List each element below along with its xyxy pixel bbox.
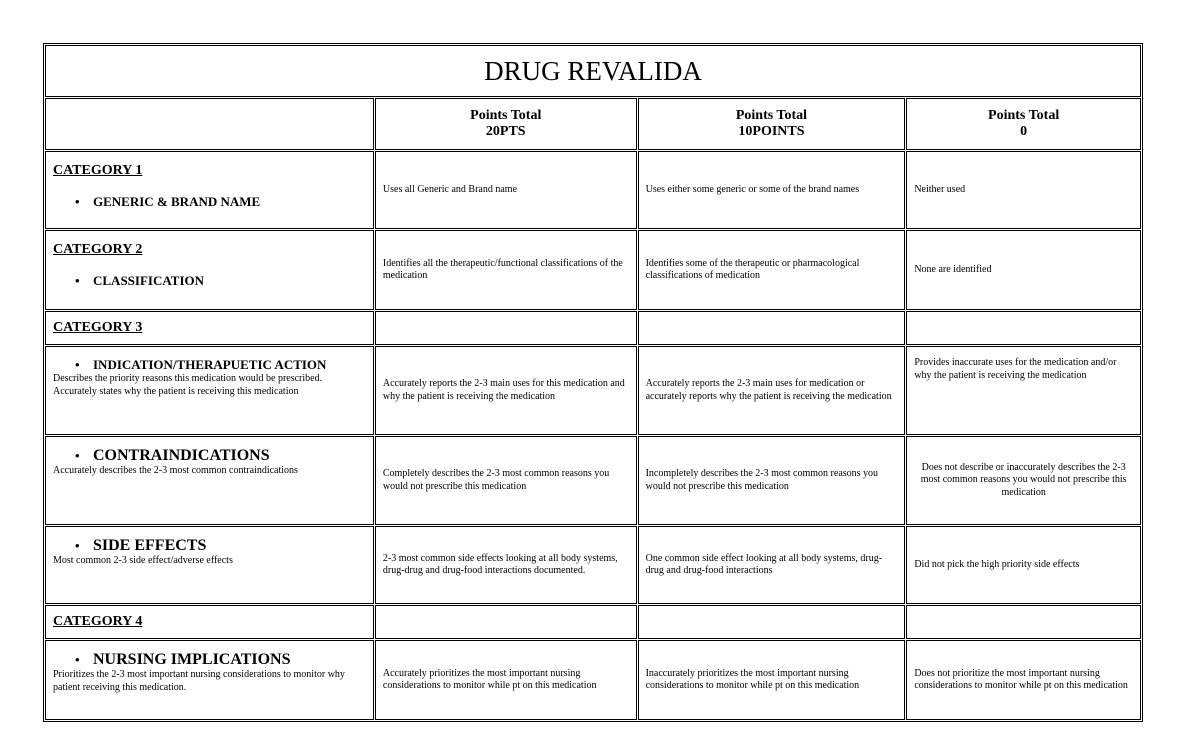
title-row	[45, 45, 1141, 97]
score-0-cell: Does not describe or inaccurately describes the 2-3 most common reasons you would not prescribe this medication	[906, 436, 1141, 525]
row-indication	[45, 346, 1141, 435]
score-20-cell: Accurately prioritizes the most important nursing considerations to monitor while pt on this medication	[375, 640, 637, 720]
header-col-2-label: Points Total	[735, 108, 808, 123]
row-category-4	[45, 605, 1141, 639]
criterion-title: CLASSIFICATION	[93, 273, 205, 288]
criterion-cell	[45, 230, 374, 310]
criterion-title: GENERIC & BRAND NAME	[93, 194, 261, 209]
criterion-bullet	[53, 447, 366, 465]
criterion-cell	[45, 346, 374, 435]
score-0-cell: Neither used	[906, 151, 1141, 229]
criterion-title: CONTRAINDICATIONS	[93, 447, 270, 464]
bullet-icon: •	[75, 194, 80, 209]
rubric-table	[43, 43, 1143, 722]
score-0-cell: None are identified	[906, 230, 1141, 310]
document-title: DRUG REVALIDA	[45, 45, 1141, 97]
row-classification	[45, 230, 1141, 310]
header-col-2	[638, 98, 906, 150]
header-col-3-points: 0	[1020, 124, 1028, 139]
row-side-effects	[45, 526, 1141, 604]
rubric-sheet	[43, 43, 1143, 722]
score-10-cell: One common side effect looking at all body systems, drug-drug and drug-food interactions	[638, 526, 906, 604]
header-col-1	[375, 98, 637, 150]
category-label: CATEGORY 2	[53, 242, 143, 257]
row-nursing-implications	[45, 640, 1141, 720]
criterion-bullet	[53, 651, 366, 669]
score-10-cell: Incompletely describes the 2-3 most common reasons you would not prescribe this medication	[638, 436, 906, 525]
score-10-cell: Uses either some generic or some of the brand names	[638, 151, 906, 229]
bullet-icon: •	[75, 448, 80, 463]
score-20-cell: Completely describes the 2-3 most common reasons you would not prescribe this medication	[375, 436, 637, 525]
empty-cell	[906, 605, 1141, 639]
row-contraindications	[45, 436, 1141, 525]
criterion-description: Prioritizes the 2-3 most important nursing considerations to monitor why patient receiving this medication.	[53, 669, 345, 693]
score-0-cell: Did not pick the high priority side effects	[906, 526, 1141, 604]
empty-cell	[906, 311, 1141, 345]
score-10-cell: Inaccurately prioritizes the most important nursing considerations to monitor while pt on this medication	[638, 640, 906, 720]
empty-cell	[638, 311, 906, 345]
criterion-description: Most common 2-3 side effect/adverse effects	[53, 555, 233, 566]
header-col-3-label: Points Total	[988, 108, 1060, 123]
score-10-cell: Identifies some of the therapeutic or pharmacological classifications of medication	[638, 230, 906, 310]
bullet-icon: •	[75, 273, 80, 288]
score-20-cell: 2-3 most common side effects looking at all body systems, drug-drug and drug-food interactions documented.	[375, 526, 637, 604]
header-col-1-points: 20PTS	[485, 124, 526, 139]
bullet-icon: •	[75, 357, 80, 372]
score-20-cell: Identifies all the therapeutic/functional classifications of the medication	[375, 230, 637, 310]
criterion-bullet	[53, 357, 366, 373]
criterion-cell	[45, 151, 374, 229]
criterion-cell	[45, 605, 374, 639]
criterion-description: Accurately describes the 2-3 most common contraindications	[53, 465, 298, 476]
header-col-2-points: 10POINTS	[738, 124, 805, 139]
bullet-icon: •	[75, 538, 80, 553]
category-label: CATEGORY 3	[53, 320, 143, 335]
score-10-cell: Accurately reports the 2-3 main uses for medication or accurately reports why the patient is receiving the medication	[638, 346, 906, 435]
criterion-bullet	[53, 537, 366, 555]
header-col-3	[906, 98, 1141, 150]
criterion-title: SIDE EFFECTS	[93, 537, 207, 554]
criterion-cell	[45, 526, 374, 604]
empty-cell	[638, 605, 906, 639]
criterion-title: INDICATION/THERAPUETIC ACTION	[93, 357, 327, 372]
criterion-description: Describes the priority reasons this medication would be prescribed. Accurately states why the patient is receiving this medication	[53, 373, 323, 397]
header-row	[45, 98, 1141, 150]
category-label: CATEGORY 1	[53, 163, 143, 178]
header-col-1-label: Points Total	[470, 108, 542, 123]
score-20-cell: Uses all Generic and Brand name	[375, 151, 637, 229]
criterion-cell	[45, 311, 374, 345]
header-empty-cell	[45, 98, 374, 150]
score-0-cell: Does not prioritize the most important nursing considerations to monitor while pt on this medication	[906, 640, 1141, 720]
score-20-cell: Accurately reports the 2-3 main uses for this medication and why the patient is receiving the medication	[375, 346, 637, 435]
category-label: CATEGORY 4	[53, 614, 143, 629]
criterion-bullet	[53, 273, 366, 289]
criterion-bullet	[53, 194, 366, 210]
bullet-icon: •	[75, 652, 80, 667]
row-generic-brand	[45, 151, 1141, 229]
row-category-3	[45, 311, 1141, 345]
empty-cell	[375, 605, 637, 639]
empty-cell	[375, 311, 637, 345]
criterion-title: NURSING IMPLICATIONS	[93, 651, 291, 668]
criterion-cell	[45, 436, 374, 525]
score-0-cell: Provides inaccurate uses for the medication and/or why the patient is receiving the medication	[906, 346, 1141, 435]
criterion-cell	[45, 640, 374, 720]
